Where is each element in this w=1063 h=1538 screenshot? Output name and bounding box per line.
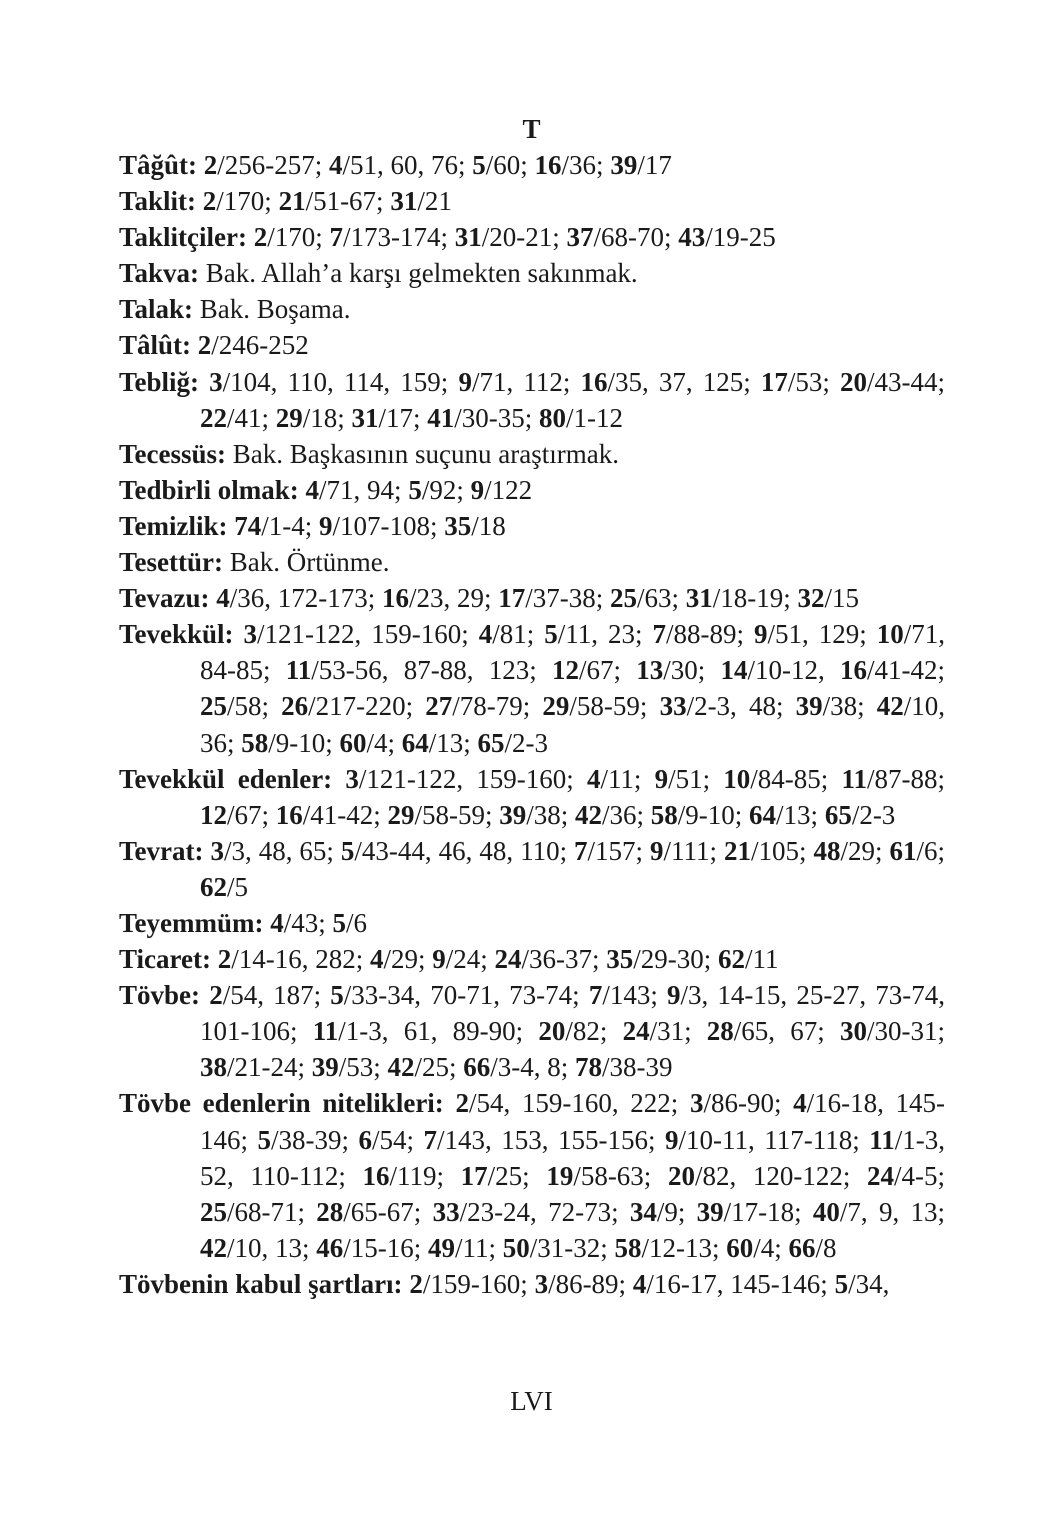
- index-entry: [119, 941, 945, 977]
- index-term: Tevrat:: [119, 835, 204, 866]
- sure-number: 58: [650, 799, 678, 830]
- index-references: 2/256-257; 4/51, 60, 76; 5/60; 16/36; 39/17: [203, 150, 672, 180]
- sure-number: 3: [210, 835, 224, 866]
- sure-number: 20: [538, 1016, 566, 1047]
- sure-number: 64: [749, 799, 777, 830]
- sure-number: 26: [281, 691, 309, 722]
- sure-number: 14: [720, 655, 748, 686]
- sure-number: 21: [724, 835, 752, 866]
- index-term: Tevekkül:: [119, 619, 234, 650]
- sure-number: 2: [253, 222, 268, 253]
- sure-number: 20: [667, 1160, 695, 1191]
- sure-number: 49: [428, 1232, 456, 1263]
- sure-number: 4: [478, 619, 493, 650]
- sure-number: 3: [209, 366, 223, 397]
- index-references: Bak. Allah’a karşı gelmekten sakınmak.: [205, 258, 638, 289]
- sure-number: 28: [316, 1196, 344, 1227]
- sure-number: 46: [316, 1232, 344, 1263]
- index-entry: [119, 761, 945, 833]
- sure-number: 60: [339, 727, 367, 758]
- sure-number: 11: [312, 1016, 339, 1047]
- sure-number: 4: [586, 763, 601, 794]
- sure-number: 41: [427, 402, 455, 433]
- sure-number: 65: [824, 799, 852, 830]
- sure-number: 66: [788, 1232, 816, 1263]
- sure-number: 3: [243, 619, 258, 650]
- index-references: 4/43; 5/6: [270, 907, 368, 938]
- index-references: 3/3, 48, 65; 5/43-44, 46, 48, 110; 7/157; 9/111; 21/105; 48/29; 61/6; 62/5: [200, 835, 945, 902]
- sure-number: 28: [706, 1016, 734, 1047]
- index-entry: [119, 147, 945, 183]
- sure-number: 43: [678, 222, 706, 253]
- index-entry: [119, 580, 945, 616]
- sure-number: 5: [544, 619, 558, 650]
- index-entries: [119, 147, 945, 1302]
- index-references: Bak. Boşama.: [199, 294, 351, 325]
- sure-number: 9: [458, 366, 472, 397]
- index-entry: [119, 1085, 945, 1265]
- sure-number: 4: [216, 583, 230, 614]
- sure-number: 19: [546, 1160, 574, 1191]
- sure-number: 17: [760, 366, 788, 397]
- sure-number: 5: [472, 150, 486, 180]
- sure-number: 9: [650, 835, 664, 866]
- sure-number: 39: [610, 150, 638, 180]
- section-letter-heading: T: [522, 114, 541, 144]
- sure-number: 3: [534, 1268, 549, 1299]
- sure-number: 4: [305, 474, 320, 505]
- sure-number: 25: [610, 583, 638, 614]
- sure-number: 16: [382, 583, 410, 614]
- index-term: Taklit:: [119, 186, 197, 217]
- sure-number: 4: [369, 944, 384, 975]
- index-entry: [119, 436, 945, 472]
- index-entry: [119, 833, 945, 905]
- index-references: 3/104, 110, 114, 159; 9/71, 112; 16/35, 37, 125; 17/53; 20/43-44; 22/41; 29/18; 31/17; 41/30-35; 80/1-12: [200, 366, 946, 433]
- sure-number: 21: [278, 186, 306, 217]
- index-term: Tevekkül edenler:: [119, 763, 333, 794]
- sure-number: 9: [664, 1124, 679, 1155]
- sure-number: 58: [614, 1232, 642, 1263]
- index-references: 4/36, 172-173; 16/23, 29; 17/37-38; 25/63; 31/18-19; 32/15: [216, 583, 860, 614]
- sure-number: 40: [812, 1196, 840, 1227]
- sure-number: 32: [797, 583, 825, 614]
- index-references: 2/170; 21/51-67; 31/21: [202, 186, 452, 217]
- sure-number: 48: [813, 835, 841, 866]
- sure-number: 7: [329, 222, 344, 253]
- sure-number: 5: [330, 980, 344, 1011]
- sure-number: 31: [454, 222, 482, 253]
- sure-number: 7: [652, 619, 666, 650]
- index-entry: [119, 1266, 945, 1302]
- sure-number: 3: [689, 1088, 704, 1119]
- sure-number: 31: [685, 583, 713, 614]
- index-references: 2/170; 7/173-174; 31/20-21; 37/68-70; 43/19-25: [253, 222, 776, 253]
- index-term: Tâğût:: [119, 150, 198, 180]
- sure-number: 39: [696, 1196, 724, 1227]
- index-references: 2/54, 187; 5/33-34, 70-71, 73-74; 7/143; 9/3, 14-15, 25-27, 73-74, 101-106; 11/1-3, 61, 89-90; 20/82; 24/31; 28/65, 67; 30/30-31; 38/21-24; 39/53; 42/25; 66/3-4, 8; 78/38-39: [200, 980, 946, 1083]
- sure-number: 16: [362, 1160, 390, 1191]
- sure-number: 60: [726, 1232, 754, 1263]
- sure-number: 39: [499, 799, 527, 830]
- sure-number: 7: [423, 1124, 437, 1155]
- sure-number: 2: [202, 186, 217, 217]
- sure-number: 42: [575, 799, 603, 830]
- index-references: 2/246-252: [197, 330, 309, 361]
- index-references: 74/1-4; 9/107-108; 35/18: [234, 510, 506, 541]
- index-term: Tövbe:: [119, 980, 200, 1011]
- sure-number: 50: [502, 1232, 530, 1263]
- index-term: Tâlût:: [119, 330, 192, 361]
- sure-number: 64: [401, 727, 429, 758]
- sure-number: 11: [841, 763, 867, 794]
- sure-number: 4: [632, 1268, 647, 1299]
- sure-number: 2: [217, 944, 232, 975]
- sure-number: 42: [387, 1052, 415, 1083]
- sure-number: 16: [839, 655, 867, 686]
- index-references: 3/121-122, 159-160; 4/11; 9/51; 10/84-85; 11/87-88; 12/67; 16/41-42; 29/58-59; 39/38; 42/36; 58/9-10; 64/13; 65/2-3: [200, 763, 945, 830]
- sure-number: 4: [270, 907, 284, 938]
- index-references: 4/71, 94; 5/92; 9/122: [305, 474, 533, 505]
- sure-number: 30: [839, 1016, 867, 1047]
- sure-number: 17: [498, 583, 526, 614]
- sure-number: 5: [332, 907, 346, 938]
- sure-number: 5: [834, 1268, 849, 1299]
- index-term: Tövbe edenlerin nitelikleri:: [119, 1088, 444, 1119]
- sure-number: 62: [718, 944, 745, 975]
- sure-number: 2: [203, 150, 218, 180]
- index-entry: [119, 255, 945, 291]
- sure-number: 13: [636, 655, 664, 686]
- index-entry: [119, 219, 945, 255]
- index-entry: [119, 544, 945, 580]
- sure-number: 11: [285, 655, 312, 686]
- sure-number: 31: [351, 402, 379, 433]
- sure-number: 2: [455, 1088, 469, 1119]
- sure-number: 9: [654, 763, 669, 794]
- sure-number: 42: [200, 1232, 227, 1263]
- sure-number: 24: [494, 944, 522, 975]
- sure-number: 38: [200, 1052, 227, 1083]
- sure-number: 5: [408, 474, 422, 505]
- index-term: Taklitçiler:: [119, 222, 247, 253]
- sure-number: 78: [575, 1052, 603, 1083]
- index-references: 3/121-122, 159-160; 4/81; 5/11, 23; 7/88-89; 9/51, 129; 10/71, 84-85; 11/53-56, 87-88, 123; 12/67; 13/30; 14/10-12, 16/41-42; 25/58; 26/217-220; 27/78-79; 29/58-59; 33/2-3, 48; 39/38; 42/10, 36; 58/9-10; 60/4; 64/13; 65/2-3: [200, 619, 945, 758]
- sure-number: 29: [542, 691, 570, 722]
- sure-number: 16: [275, 799, 303, 830]
- index-term: Tesettür:: [119, 547, 223, 578]
- index-term: Tebliğ:: [119, 366, 200, 397]
- index-references: 2/159-160; 3/86-89; 4/16-17, 145-146; 5/34,: [409, 1268, 890, 1299]
- sure-number: 27: [425, 691, 453, 722]
- sure-number: 24: [866, 1160, 894, 1191]
- sure-number: 20: [840, 366, 868, 397]
- page-number: LVI: [510, 1386, 553, 1416]
- sure-number: 74: [234, 510, 262, 541]
- index-term: Talak:: [119, 294, 194, 325]
- sure-number: 25: [200, 1196, 227, 1227]
- sure-number: 12: [551, 655, 579, 686]
- index-entry: [119, 508, 945, 544]
- sure-number: 6: [358, 1124, 372, 1155]
- sure-number: 17: [460, 1160, 488, 1191]
- index-term: Teyemmüm:: [119, 907, 264, 938]
- index-term: Tedbirli olmak:: [119, 474, 299, 505]
- sure-number: 66: [463, 1052, 491, 1083]
- sure-number: 31: [390, 186, 418, 217]
- index-entry: [119, 905, 945, 941]
- sure-number: 10: [876, 619, 904, 650]
- sure-number: 29: [275, 402, 303, 433]
- sure-number: 35: [444, 510, 472, 541]
- index-entry: [119, 616, 945, 760]
- index-term: Tecessüs:: [119, 438, 227, 469]
- index-references: Bak. Başkasının suçunu araştırmak.: [232, 438, 619, 469]
- index-term: Temizlik:: [119, 510, 228, 541]
- sure-number: 16: [534, 150, 562, 180]
- sure-number: 7: [574, 835, 588, 866]
- sure-number: 11: [869, 1124, 895, 1155]
- sure-number: 37: [566, 222, 594, 253]
- sure-number: 12: [200, 799, 227, 830]
- sure-number: 65: [477, 727, 505, 758]
- index-entry: [119, 472, 945, 508]
- sure-number: 33: [432, 1196, 460, 1227]
- index-references: Bak. Örtünme.: [229, 547, 390, 578]
- sure-number: 39: [795, 691, 823, 722]
- sure-number: 5: [257, 1124, 271, 1155]
- sure-number: 25: [200, 691, 227, 722]
- sure-number: 16: [580, 366, 608, 397]
- sure-number: 62: [200, 871, 227, 902]
- sure-number: 2: [197, 330, 212, 361]
- sure-number: 9: [753, 619, 768, 650]
- sure-number: 9: [432, 944, 446, 975]
- sure-number: 9: [319, 510, 333, 541]
- index-entry: [119, 327, 945, 363]
- sure-number: 39: [311, 1052, 339, 1083]
- sure-number: 9: [667, 980, 681, 1011]
- sure-number: 4: [329, 150, 343, 180]
- sure-number: 5: [340, 835, 355, 866]
- sure-number: 2: [409, 1268, 423, 1299]
- index-term: Ticaret:: [119, 944, 211, 975]
- sure-number: 4: [793, 1088, 807, 1119]
- sure-number: 33: [659, 691, 687, 722]
- sure-number: 42: [876, 691, 904, 722]
- sure-number: 3: [345, 763, 359, 794]
- index-term: Tövbenin kabul şartları:: [119, 1268, 403, 1299]
- sure-number: 34: [629, 1196, 657, 1227]
- sure-number: 9: [470, 474, 485, 505]
- sure-number: 22: [200, 402, 227, 433]
- index-entry: [119, 364, 945, 436]
- index-entry: [119, 291, 945, 327]
- sure-number: 35: [606, 944, 634, 975]
- sure-number: 61: [889, 835, 917, 866]
- sure-number: 2: [209, 980, 223, 1011]
- index-references: 2/54, 159-160, 222; 3/86-90; 4/16-18, 145-146; 5/38-39; 6/54; 7/143, 153, 155-156; 9/10-11, 117-118; 11/1-3, 52, 110-112; 16/119; 17/25; 19/58-63; 20/82, 120-122; 24/4-5; 25/68-71; 28/65-67; 33/23-24, 72-73; 34/9; 39/17-18; 40/7, 9, 13; 42/10, 13; 46/15-16; 49/11; 50/31-32; 58/12-13; 60/4; 66/8: [200, 1088, 946, 1263]
- sure-number: 10: [723, 763, 751, 794]
- index-entry: [119, 977, 945, 1085]
- sure-number: 29: [387, 799, 415, 830]
- sure-number: 80: [539, 402, 567, 433]
- index-entry: [119, 183, 945, 219]
- index-term: Tevazu:: [119, 583, 210, 614]
- index-term: Takva:: [119, 258, 200, 289]
- index-references: 2/14-16, 282; 4/29; 9/24; 24/36-37; 35/29-30; 62/11: [217, 944, 779, 975]
- sure-number: 58: [241, 727, 269, 758]
- sure-number: 24: [622, 1016, 650, 1047]
- sure-number: 7: [588, 980, 603, 1011]
